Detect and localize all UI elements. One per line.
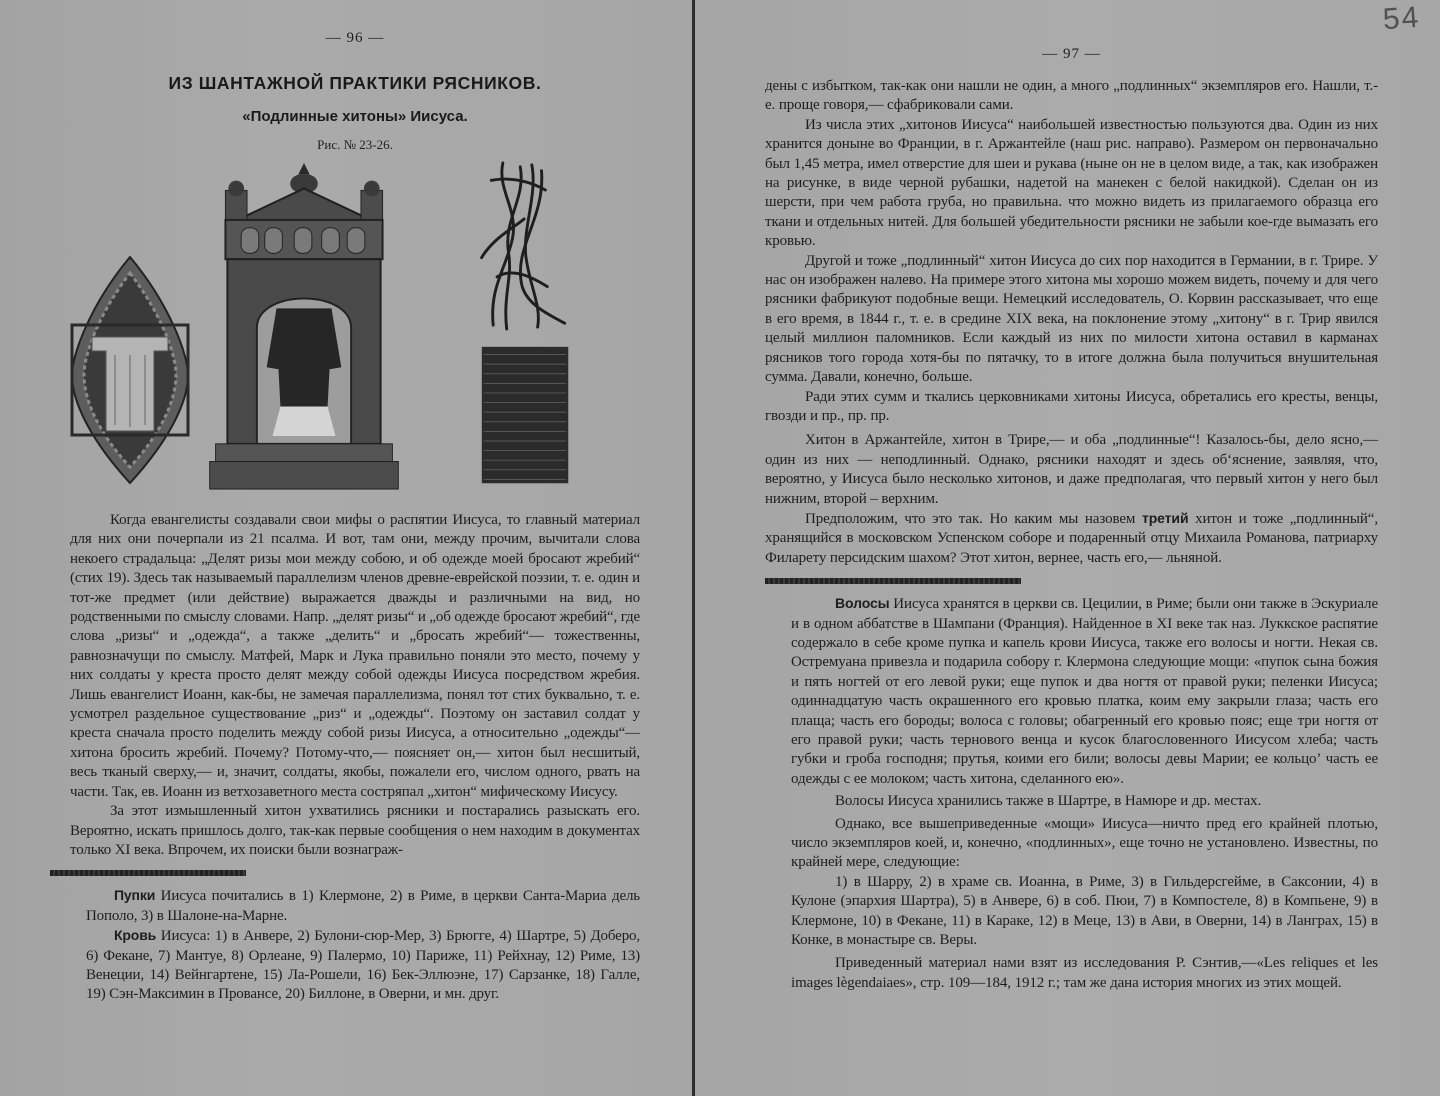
- sidebar-entry: Приведенный материал нами взят из исследования Р. Сэнтив,—«Les reliques et les images lègendaiaes», стр. 109—184, 1912 г.; там же дана история многих из этих мощей.: [791, 955, 1378, 991]
- article-subheadline: «Подлинные хитоны» Иисуса.: [242, 108, 468, 125]
- reliquary-oval-figure: [70, 255, 190, 485]
- sidebar-entry: [791, 594, 1378, 789]
- figure-group: [70, 161, 640, 493]
- sidebar-entry: [86, 926, 640, 1005]
- body-paragraph: дены с избытком, так-как они нашли не один, а много „подлинных“ экземпляров его. Нашли, т.-е. проще говоря,— сфабриковали сами.: [765, 78, 1378, 114]
- article-headline: ИЗ ШАНТАЖНОЙ ПРАКТИКИ РЯСНИКОВ.: [168, 73, 542, 93]
- figure-caption: Рис. № 23-26.: [317, 137, 393, 152]
- body-paragraph: Ради этих сумм и ткались церковниками хитоны Иисуса, обретались его кресты, венцы, гвозди и пр., пр. пр.: [765, 388, 1378, 424]
- sidebar-text: Иисуса хранятся в церкви св. Цецилии, в Риме; были они также в Эскуриале и в одном аббатстве в Шампани (Франция). Найденное в XI веке так наз. Луккское распятие содержало в себе кроме пупка и капель крови Иисуса, также его волосы и ногти. Некая св. Остремуана привезла и подарила собору г. Клермона следующие мощи: «пупок сына божия и пять ногтей от его левой руки; еще пупок и два ногтя от правой руки; пеленки Иисуса; одиннадцатую часть окрашенного его кровью платка, коим ему закрыли глаза; часть его плаща; часть его бороды; волоса с головы; обагренный его кровью пояс; еще три ногтя от его правой руки; часть тернового венца и кусок благословенного Иисусом хлеба; часть губки и гроба господня; прутья, коими его били; волосы девы Марии; ее кольцо’ часть ее одежды с ее молоком; часть хитона, сделанного ею».: [791, 596, 1378, 787]
- paragraph-rest: хитон и тоже „подлинный“, хранящийся в московском Успенском соборе и подаренный отцу Михаила Романова, патриарху Филарету персидским шахом? Этот хитон, вернее, часть его,— льняной.: [765, 510, 1378, 566]
- emphasis-word: третий: [1141, 509, 1189, 526]
- body-paragraph: Другой и тоже „подлинный“ хитон Иисуса до сих пор находится в Германии, в г. Трире. У нас он изображен налево. На примере этого хитона мы хорошо можем видеть, почему и для чего рясники фабрикуют подобные вещи. Немецкий исследователь, О. Корвин рассказывает, что еще в его время, в 1844 г., т. е. в средине XIX века, на поклонение этому „хитону“ в г. Трир явился целый миллион паломников. Если каждый из них по милости хитона оставил в карманах рясников того города хотя-бы по пятачку, то в итоге должна была получиться внушительная сумма. Давали, конечно, больше.: [765, 252, 1378, 386]
- sidebar-entry: Однако, все вышеприведенные «мощи» Иисуса—ничто пред его крайней плотью, число экземпляров коей, и, конечно, «подлинных», еще точно не установлено. Известны, по крайней мере, следующие:: [791, 815, 1378, 871]
- page-number: — 97 —: [1042, 46, 1101, 62]
- sidebar-entry: 1) в Шарру, 2) в храме св. Иоанна, в Риме, 3) в Гильдерсгейме, в Саксонии, 4) в Кулоне (эпархия Шартра), 5) в Анвере, 6) в соб. Пюи, 7) в Компостеле, 8) в Компьене, 9) в Клермоне, 10) в Фекане, 11) в Караке, 12) в Меце, 13) в Ави, в Оверни, 14) в Ланграх, 15) в Конке, в монастыре св. Веры.: [791, 873, 1378, 949]
- paragraph-lead: Предположим, что это так. Но каким мы назовем: [805, 510, 1142, 527]
- sidebar-text: Иисуса почитались в 1) Клермоне, 2) в Риме, в церкви Санта-Мариа дель Пополо, 3) в Шалоне-на-Марне.: [86, 888, 640, 924]
- sidebar-keyword: Волосы: [835, 595, 890, 612]
- sidebar-keyword: Пупки: [114, 887, 156, 904]
- body-paragraph: За этот измышленный хитон ухватились рясники и постарались разыскать его. Вероятно, искать пришлось долго, так-как первые сообщения о нем находим в документах только XI века. Впрочем, их поиски были вознаграж-: [70, 803, 640, 858]
- body-paragraph: Когда евангелисты создавали свои мифы о распятии Иисуса, то главный материал для них они почерпали из 21 псалма. И вот, там они, между прочим, вычитали слова некоего страдальца: „Делят ризы мои между собою, и об одежде моей бросают жребий“ (стих 19). Здесь так называемый параллелизм членов древне-еврейской поэзии, т. е. один и тот-же предмет (или действие) выражается дважды и различными на вид, но родственными по смыслу словами. Напр. „делят ризы“ и „об одежде бросают жребий“, где слова „ризы“ и „одежда“, а также „делить“ и „бросать жребий“— тожественны, равнозначущи по смыслу. Матфей, Марк и Лука правильно поняли это место, почему у них солдаты у креста просто делят между собой одежды Иисуса посредством жребия. Лишь евангелист Иоанн, как-бы, не замечая параллелизма, понял тот стих буквально, т. е. усмотрел раздельное существование „риз“ и „одежды“. Поэтому он заставил солдат у креста сначала просто поделить между собой ризы Иисуса, а относительно „одежды“— хитона бросить жребий. Почему? Потому-что,— поясняет он,— хитон был несшитый, весь тканый сверху,— и, значит, солдаты, якобы, пожалели его, числом одного, рвать на части. Так, ев. Иоанн из ветхозаветного места состряпал „хитон“ мифическому Иисусу.: [70, 512, 640, 800]
- article-body-left: [70, 511, 640, 860]
- sidebar-right: [791, 594, 1378, 993]
- sidebar-keyword: Кровь: [114, 927, 157, 944]
- threads-figure: [472, 161, 582, 331]
- page-number: — 96 —: [325, 30, 385, 46]
- right-page: [695, 0, 1440, 1096]
- body-paragraph: Хитон в Аржантейле, хитон в Трире,— и оба „подлинные“! Казалось-бы, дело ясно,— один из них — неподлинный. Однако, рясники находят и здесь об‘яснение, заявляя, что, вероятно, у Иисуса было несколько хитонов, и даже предполагая, что первый хитон у него был нижним, второй – верхним.: [765, 432, 1378, 507]
- reliquary-shrine-figure: [206, 161, 402, 491]
- sidebar-text: Иисуса: 1) в Анвере, 2) Булони-сюр-Мер, 3) Брюгге, 4) Шартре, 5) Доберо, 6) Фекане, 7) Мантуе, 8) Орлеане, 9) Палермо, 10) Париже, 11) Рейхнау, 12) Риме, 13) Венеции, 14) Вейнгартене, 15) Ла-Рошели, 16) Бек-Эллюэне, 17) Сарзанке, 18) Галле, 19) Сэн-Максимин в Провансе, 20) Биллоне, в Оверни, и мн. друг.: [86, 928, 640, 1003]
- sidebar-left: [86, 886, 640, 1004]
- article-body-right: [765, 77, 1378, 568]
- sidebar-entry: Волосы Иисуса хранились также в Шартре, в Намюре и др. местах.: [835, 793, 1262, 810]
- handwritten-mark: 54: [1381, 0, 1422, 37]
- sidebar-entry: [86, 886, 640, 926]
- body-paragraph: [765, 509, 1378, 568]
- section-divider: [50, 870, 246, 876]
- section-divider: [765, 578, 1021, 584]
- left-page: [0, 0, 692, 1096]
- body-paragraph: Из числа этих „хитонов Иисуса“ наибольшей известностью пользуются два. Один из них хранится доныне во Франции, в г. Аржантейле (наш рис. направо). Размером он первоначально был 1,45 метра, имел отверстие для шеи и рукава (ныне он не в целом виде, а так, как изображен на рисунке, в виде черной рубашки, надетой на манекен с белой накидкой). Сделан он из шерсти, при чем работа груба, но правильна. что можно видеть из прилагаемого образца его ткани и отдельных нитей. Для большей убедительности рясники не забыли кое-где вымазать его кровью.: [765, 116, 1378, 250]
- fabric-sample-figure: [478, 343, 574, 489]
